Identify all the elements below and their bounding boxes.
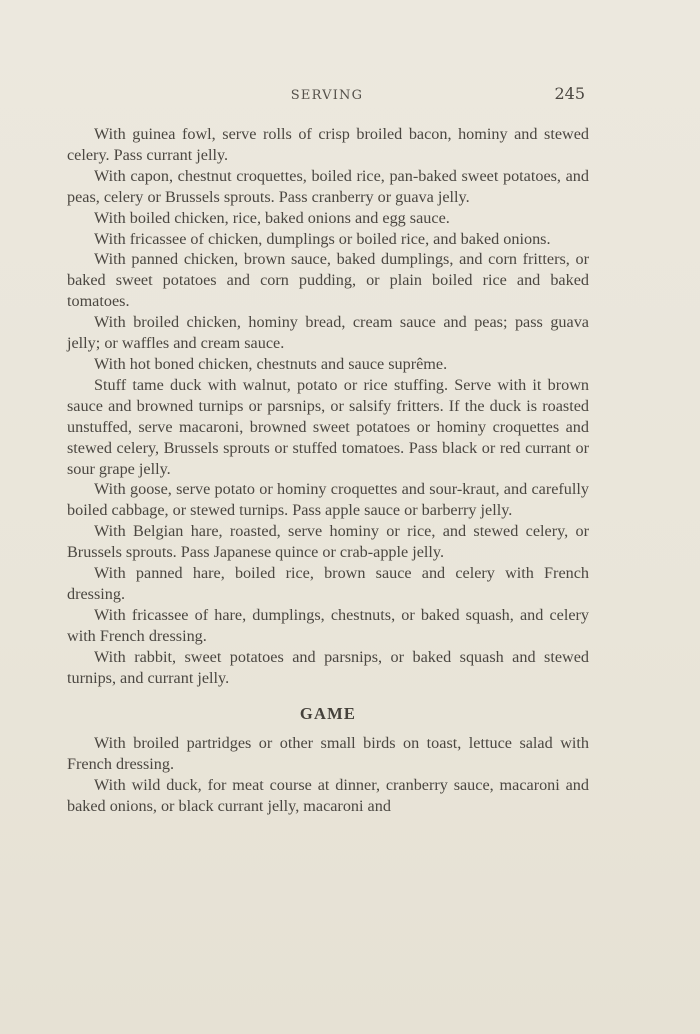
paragraph: With guinea fowl, serve rolls of crisp broiled bacon, hominy and stewed celery. Pass currant jelly. [67, 125, 589, 164]
paragraph: With panned hare, boiled rice, brown sauce and celery with French dressing. [67, 564, 589, 603]
running-head [67, 84, 587, 108]
body-text [67, 124, 589, 817]
paragraph: With rabbit, sweet potatoes and parsnips, or baked squash and stewed turnips, and currant jelly. [67, 647, 589, 687]
paragraph: With panned chicken, brown sauce, baked dumplings, and corn fritters, or baked sweet potatoes and corn pudding, or plain boiled rice and baked tomatoes. [67, 250, 589, 311]
paragraph: Stuff tame duck with walnut, potato or rice stuffing. Serve with it brown sauce and browned turnips or parsnips, or salsify fritters. If the duck is roasted unstuffed, serve macaroni, browned sweet potatoes or hominy croquettes and stewed celery, Brussels sprouts or stuffed tomatoes. Pass black or red currant or sour grape jelly. [67, 375, 589, 478]
paragraph: With broiled partridges or other small birds on toast, lettuce salad with French dressing. [67, 734, 589, 774]
paragraph: With goose, serve potato or hominy croquettes and sour-kraut, and carefully boiled cabbage, or stewed turnips. Pass apple sauce or barberry jelly. [67, 480, 589, 520]
paragraph: With wild duck, for meat course at dinner, cranberry sauce, macaroni and baked onions, or black currant jelly, macaroni and [67, 776, 589, 816]
paragraph: With fricassee of hare, dumplings, chestnuts, or baked squash, and celery with French dressing. [67, 605, 589, 645]
serving-paragraphs [67, 124, 589, 688]
section-heading-game: GAME [299, 704, 357, 724]
paragraph: With fricassee of chicken, dumplings or boiled rice, and baked onions. [94, 229, 551, 248]
game-paragraphs [67, 733, 589, 817]
running-title: SERVING [290, 88, 364, 103]
paragraph: With hot boned chicken, chestnuts and sauce suprême. [94, 354, 448, 373]
paragraph: With capon, chestnut croquettes, boiled rice, pan-baked sweet potatoes, and peas, celery or Brussels sprouts. Pass cranberry or guava jelly. [67, 166, 589, 206]
page-number: 245 [554, 84, 585, 103]
paragraph: With broiled chicken, hominy bread, cream sauce and peas; pass guava jelly; or waffles and cream sauce. [67, 313, 589, 353]
paragraph: With Belgian hare, roasted, serve hominy or rice, and stewed celery, or Brussels sprouts. Pass Japanese quince or crab-apple jelly. [67, 522, 589, 562]
paragraph: With boiled chicken, rice, baked onions and egg sauce. [94, 208, 450, 227]
